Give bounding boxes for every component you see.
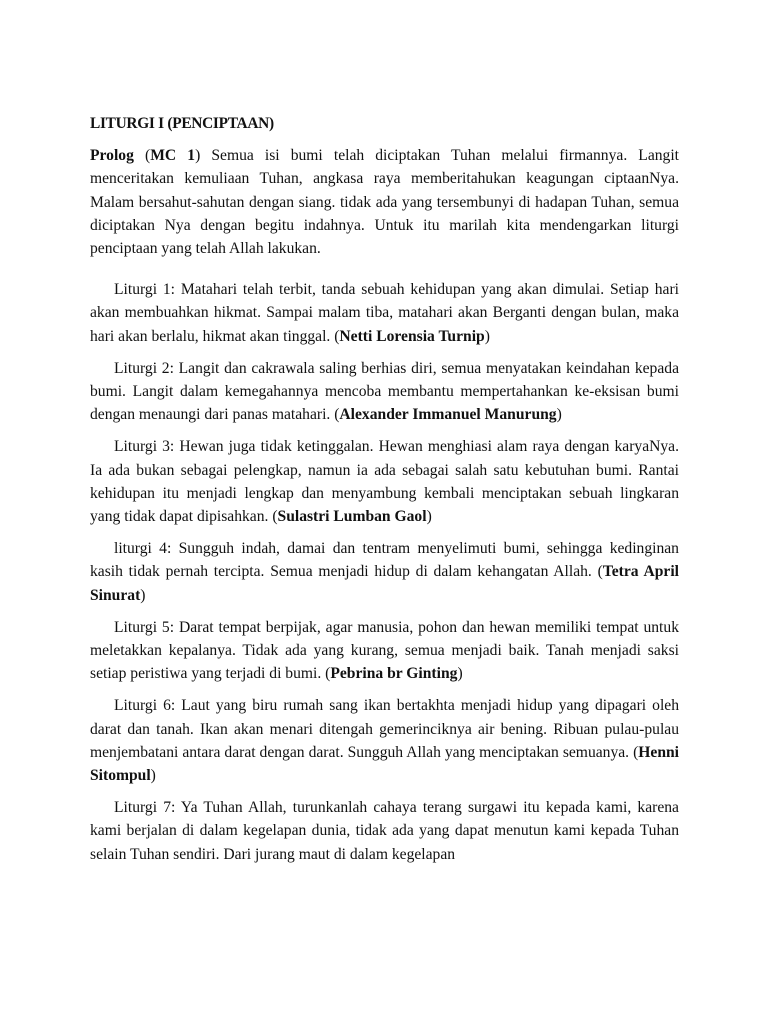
prolog-text: Semua isi bumi telah diciptakan Tuhan melalui firmannya. Langit menceritakan kemuliaan Tuhan, angkasa raya memberitahukan keagungan ciptaanNya. Malam bersahut-sahutan dengan siang. tidak ada yang tersembunyi di hadapan Tuhan, semua diciptakan Nya dengan begitu indahnya. Untuk itu marilah kita mendengarkan liturgi penciptaan yang telah Allah lakukan. [90, 147, 680, 258]
liturgy-label: Liturgi 3: [114, 438, 175, 456]
liturgy-label: Liturgi 6: [114, 697, 176, 715]
liturgy-text: Darat tempat berpijak, agar manusia, pohon dan hewan memiliki tempat untuk meletakkan kepalanya. Tidak ada yang kurang, semua menjadi baik. Tanah menjadi saksi setiap peristiwa yang terjadi di bumi. [90, 618, 679, 683]
liturgy-reader: Tetra April Sinurat [90, 563, 680, 604]
liturgy-paragraph-1: Liturgi 1: Matahari telah terbit, tanda sebuah kehidupan yang akan dimulai. Setiap hari akan membuahkan hikmat. Sampai malam tiba, matahari akan Berganti dengan bulan, maka hari akan berlalu, hikmat akan tinggal. (Netti Lorensia Turnip) [90, 281, 679, 345]
liturgy-reader: Henni Sitompul [90, 743, 679, 785]
liturgy-paragraph-5: Liturgi 5: Darat tempat berpijak, agar manusia, pohon dan hewan memiliki tempat untuk meletakkan kepalanya. Tidak ada yang kurang, semua menjadi baik. Tanah menjadi saksi setiap peristiwa yang terjadi di bumi. (Pebrina br Ginting) [90, 618, 679, 683]
liturgy-label: Liturgi 2: [114, 359, 174, 377]
liturgy-paragraph-2: Liturgi 2: Langit dan cakrawala saling berhias diri, semua menyatakan keindahan kepada bumi. Langit dalam kemegahannya mencoba membantu mempertahankan ke-eksisan bumi dengan menaungi dari panas matahari. (Alexander Immanuel Manurung) [90, 359, 679, 424]
liturgy-text: Laut yang biru rumah sang ikan bertakhta menjadi hidup yang dipagari oleh darat dan tanah. Ikan akan menari ditengah gemerinciknya air bening. Ribuan pulau-pulau menjembatani antara darat dengan darat. Sungguh Allah yang menciptakan semuanya. [90, 697, 679, 761]
liturgy-reader: Sulastri Lumban Gaol [277, 508, 427, 526]
liturgy-paragraph-3: Liturgi 3: Hewan juga tidak ketinggalan. Hewan menghiasi alam raya dengan karyaNya. Ia ada bukan sebagai pelengkap, namun ia ada sebagai salah satu kebutuhan bumi. Rantai kehidupan itu menjadi lengkap dan menyambung kembali menciptakan sebuah lingkaran yang tidak dapat dipisahkan. (Sulastri Lumban Gaol) [90, 438, 680, 526]
liturgy-text: Sungguh indah, damai dan tentram menyelimuti bumi, sehingga kedinginan kasih tidak pernah tercipta. Semua menjadi hidup di dalam kehangatan Allah. [90, 540, 679, 581]
liturgy-text: Ya Tuhan Allah, turunkanlah cahaya terang surgawi itu kepada kami, karena kami berjalan di dalam kegelapan dunia, tidak ada yang dapat menutun kami kepada Tuhan selain Tuhan sendiri. Dari jurang maut di dalam kegelapan [90, 799, 679, 863]
prolog-label: Prolog [90, 147, 134, 165]
liturgy-label: Liturgi 7: [114, 799, 176, 817]
prolog-speaker: MC 1 [150, 147, 196, 165]
liturgy-label: Liturgi 1: [114, 281, 175, 299]
liturgy-reader: Netti Lorensia Turnip [339, 327, 485, 345]
document-page [90, 112, 679, 875]
document-title: LITURGI I (PENCIPTAAN) [90, 115, 274, 132]
prolog-paragraph: Prolog (MC 1) Semua isi bumi telah diciptakan Tuhan melalui firmannya. Langit menceritakan kemuliaan Tuhan, angkasa raya memberitahukan keagungan ciptaanNya. Malam bersahut-sahutan dengan siang. tidak ada yang tersembunyi di hadapan Tuhan, semua diciptakan Nya dengan begitu indahnya. Untuk itu marilah kita mendengarkan liturgi penciptaan yang telah Allah lakukan. [90, 147, 680, 258]
liturgy-label: liturgi 4: [114, 540, 172, 558]
liturgy-paragraph-6: Liturgi 6: Laut yang biru rumah sang ikan bertakhta menjadi hidup yang dipagari oleh darat dan tanah. Ikan akan menari ditengah gemerinciknya air bening. Ribuan pulau-pulau menjembatani antara darat dengan darat. Sungguh Allah yang menciptakan semuanya. (Henni Sitompul) [90, 697, 679, 785]
liturgy-text: Hewan juga tidak ketinggalan. Hewan menghiasi alam raya dengan karyaNya. Ia ada bukan sebagai pelengkap, namun ia ada sebagai salah satu kebutuhan bumi. Rantai kehidupan itu menjadi lengkap dan menyambung kembali menciptakan sebuah lingkaran yang tidak dapat dipisahkan. [90, 438, 680, 526]
liturgy-text: Matahari telah terbit, tanda sebuah kehidupan yang akan dimulai. Setiap hari akan membuahkan hikmat. Sampai malam tiba, matahari akan Berganti dengan bulan, maka hari akan berlalu, hikmat akan tinggal. [90, 281, 679, 345]
liturgy-reader: Alexander Immanuel Manurung [339, 406, 557, 424]
liturgy-paragraph-7 [90, 796, 679, 866]
liturgy-text: Langit dan cakrawala saling berhias diri, semua menyatakan keindahan kepada bumi. Langit dalam kemegahannya mencoba membantu mempertahankan ke-eksisan bumi dengan menaungi dari panas matahari. [90, 359, 679, 424]
liturgy-label: Liturgi 5: [114, 618, 175, 636]
liturgy-reader: Pebrina br Ginting [330, 665, 458, 683]
liturgy-paragraph-4: liturgi 4: Sungguh indah, damai dan tentram menyelimuti bumi, sehingga kedinginan kasih tidak pernah tercipta. Semua menjadi hidup di dalam kehangatan Allah. (Tetra April Sinurat) [90, 540, 680, 604]
